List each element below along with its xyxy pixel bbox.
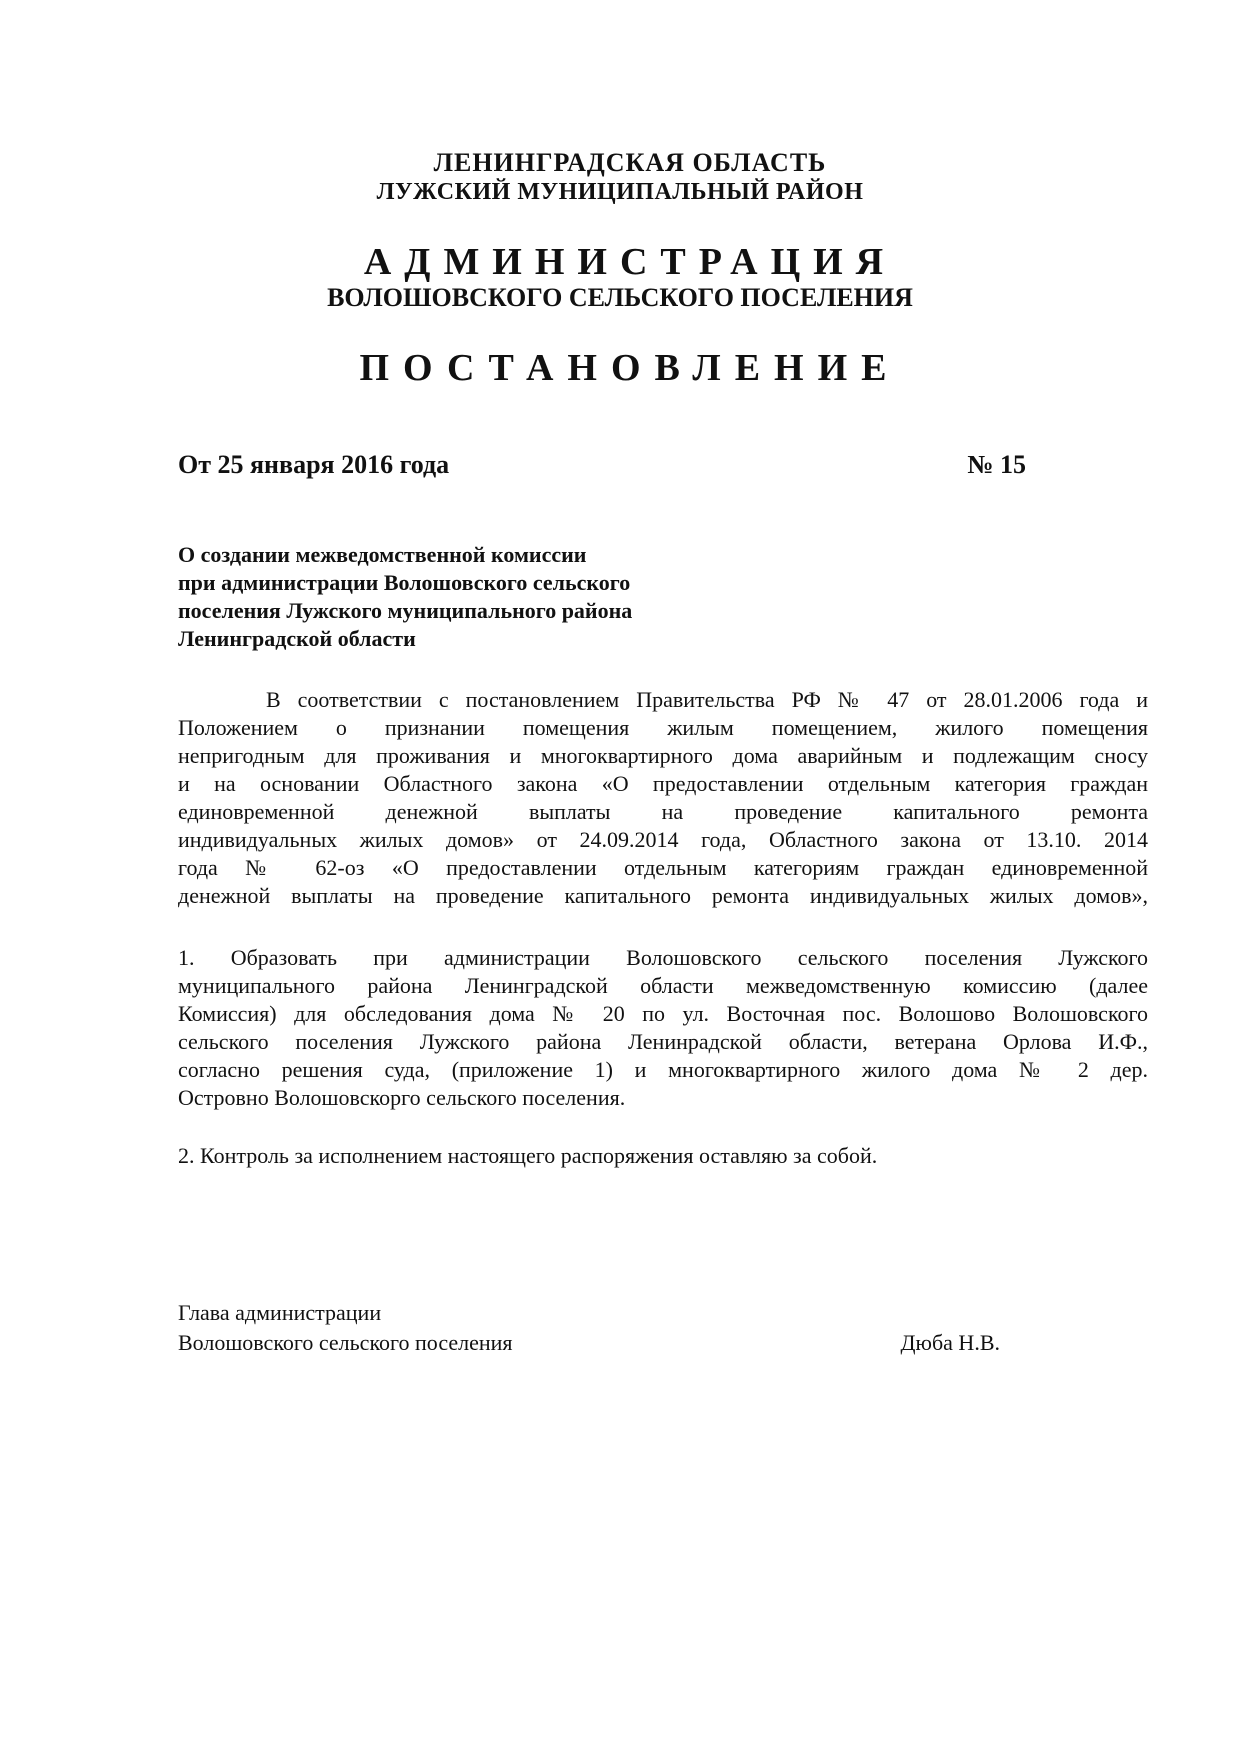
item-1-line: сельского поселения Лужского района Ленинрадской области, ветерана Орлова И.Ф.,: [178, 1029, 1148, 1054]
signatory-organization: Волошовского сельского поселения: [178, 1330, 513, 1355]
item-1-line: Комиссия) для обследования дома № 20 по ул. Восточная пос. Волошово Волошовского: [178, 1001, 1148, 1026]
subject-line: О создании межведомственной комиссии: [178, 542, 587, 567]
signatory-title: Глава администрации: [178, 1300, 382, 1325]
item-1-paragraph: [178, 944, 1148, 1112]
subject-line: поселения Лужского муниципального района: [178, 598, 633, 623]
subject-line: Ленинградской области: [178, 626, 416, 651]
document-number: № 15: [967, 450, 1026, 479]
item-1-line: согласно решения суда, (приложение 1) и многоквартирного жилого дома № 2 дер.: [178, 1057, 1148, 1082]
preamble-paragraph: [178, 686, 1148, 910]
preamble-line: индивидуальных жилых домов» от 24.09.2014 года, Областного закона от 13.10. 2014: [178, 827, 1148, 852]
preamble-line: Положением о признании помещения жилым помещением, жилого помещения: [178, 715, 1148, 740]
preamble-line: единовременной денежной выплаты на проведение капитального ремонта: [178, 799, 1148, 824]
item-1-line: 1. Образовать при администрации Волошовского сельского поселения Лужского: [178, 945, 1148, 970]
preamble-line: денежной выплаты на проведение капитального ремонта индивидуальных жилых домов»,: [178, 883, 1148, 908]
preamble-line: и на основании Областного закона «О предоставлении отдельным категория граждан: [178, 771, 1148, 796]
signatory-name: Дюба Н.В.: [900, 1330, 1000, 1355]
preamble-line: В соответствии с постановлением Правительства РФ № 47 от 28.01.2006 года и: [266, 687, 1148, 712]
region-heading: ЛЕНИНГРАДСКАЯ ОБЛАСТЬ: [433, 148, 827, 177]
signature-block: [178, 1298, 1000, 1358]
district-heading: ЛУЖСКИЙ МУНИЦИПАЛЬНЫЙ РАЙОН: [376, 179, 864, 205]
preamble-line: года № 62-оз «О предоставлении отдельным категориям граждан единовременной: [178, 855, 1148, 880]
subject-line: при администрации Волошовского сельского: [178, 570, 631, 595]
item-1-line: Островно Волошовскорго сельского поселения.: [178, 1085, 626, 1110]
document-date: От 25 января 2016 года: [178, 450, 450, 479]
preamble-line: непригодным для проживания и многоквартирного дома аварийным и подлежащим сносу: [178, 743, 1148, 768]
item-1-line: муниципального района Ленинградской области межведомственную комиссию (далее: [178, 973, 1148, 998]
settlement-heading: ВОЛОШОВСКОГО СЕЛЬСКОГО ПОСЕЛЕНИЯ: [327, 283, 913, 312]
item-2-paragraph: 2. Контроль за исполнением настоящего распоряжения оставляю за собой.: [178, 1143, 878, 1168]
document-subject: [178, 541, 632, 653]
document-type-heading: ПОСТАНОВЛЕНИЕ: [359, 347, 901, 389]
administration-heading: АДМИНИСТРАЦИЯ: [363, 241, 897, 283]
